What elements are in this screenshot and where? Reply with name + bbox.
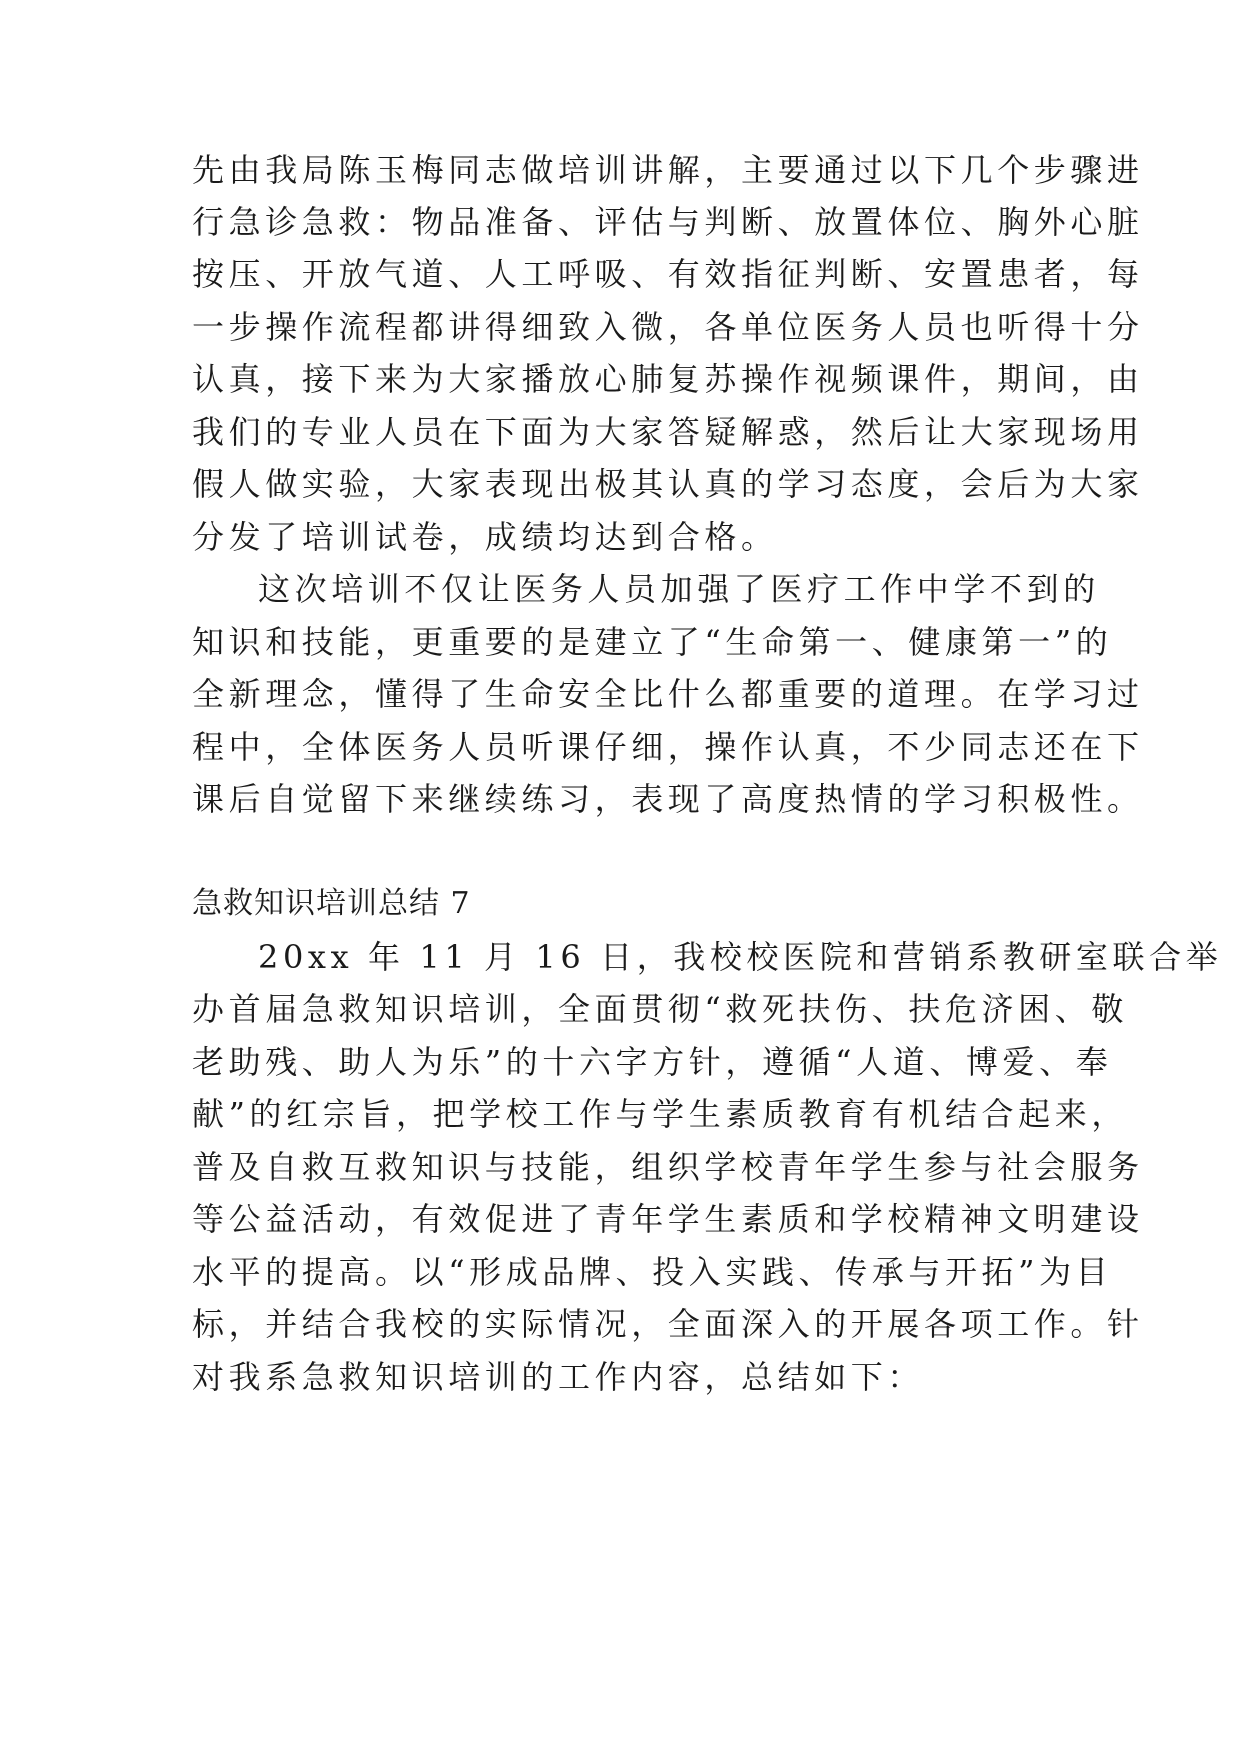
paragraph-1-line: 一步操作流程都讲得细致入微，各单位医务人员也听得十分 xyxy=(192,308,1144,346)
paragraph-1-line: 假人做实验，大家表现出极其认真的学习态度，会后为大家 xyxy=(192,465,1144,503)
section-heading: 急救知识培训总结 7 xyxy=(192,886,471,921)
paragraph-3-line: 水平的提高。以“形成品牌、投入实践、传承与开拓”为目 xyxy=(192,1253,1113,1291)
paragraph-1-line: 分发了培训试卷，成绩均达到合格。 xyxy=(192,518,778,556)
paragraph-1-line: 认真，接下来为大家播放心肺复苏操作视频课件，期间，由 xyxy=(192,360,1144,398)
paragraph-2-line: 知识和技能，更重要的是建立了“生命第一、健康第一”的 xyxy=(192,623,1113,661)
paragraph-3-line: 20xx 年 11 月 16 日，我校校医院和营销系教研室联合举 xyxy=(258,938,1223,976)
paragraph-3-line: 老助残、助人为乐”的十六字方针，遵循“人道、博爱、奉 xyxy=(192,1043,1113,1081)
paragraph-2-line: 全新理念，懂得了生命安全比什么都重要的道理。在学习过 xyxy=(192,675,1144,713)
paragraph-2-line: 课后自觉留下来继续练习，表现了高度热情的学习积极性。 xyxy=(192,780,1144,818)
paragraph-3-line: 等公益活动，有效促进了青年学生素质和学校精神文明建设 xyxy=(192,1200,1144,1238)
paragraph-3-line: 办首届急救知识培训，全面贯彻“救死扶伤、扶危济困、敬 xyxy=(192,990,1128,1028)
paragraph-2-line: 程中，全体医务人员听课仔细，操作认真，不少同志还在下 xyxy=(192,728,1144,766)
paragraph-1-line: 按压、开放气道、人工呼吸、有效指征判断、安置患者，每 xyxy=(192,255,1144,293)
paragraph-3-line: 标，并结合我校的实际情况，全面深入的开展各项工作。针 xyxy=(192,1305,1144,1343)
paragraph-2-line: 这次培训不仅让医务人员加强了医疗工作中学不到的 xyxy=(258,570,1100,608)
paragraph-1-line: 行急诊急救：物品准备、评估与判断、放置体位、胸外心脏 xyxy=(192,203,1144,241)
paragraph-3-line: 对我系急救知识培训的工作内容，总结如下： xyxy=(192,1358,925,1396)
paragraph-3-line: 献”的红宗旨，把学校工作与学生素质教育有机结合起来， xyxy=(192,1095,1128,1133)
paragraph-1-line: 我们的专业人员在下面为大家答疑解惑，然后让大家现场用 xyxy=(192,413,1144,451)
paragraph-1-line: 先由我局陈玉梅同志做培训讲解，主要通过以下几个步骤进 xyxy=(192,151,1144,189)
paragraph-3-line: 普及自救互救知识与技能，组织学校青年学生参与社会服务 xyxy=(192,1148,1144,1186)
